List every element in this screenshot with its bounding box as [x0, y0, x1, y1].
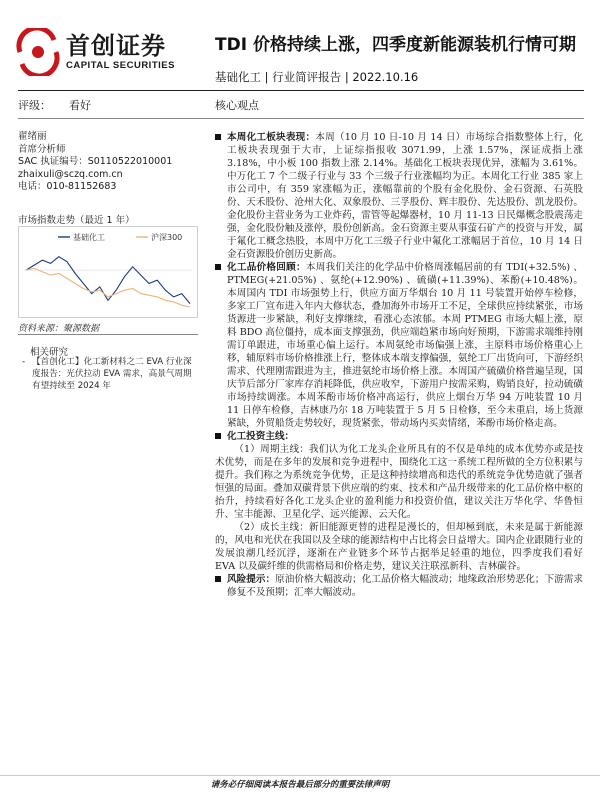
bullet-sector-performance — [215, 131, 583, 261]
bullet-heading: 化工投资主线： — [227, 431, 295, 442]
brand-name-en: CAPITAL SECURITIES — [66, 60, 175, 71]
bullet-heading: 本周化工板块表现： — [227, 132, 316, 143]
theme-cycle-paragraph: （1）周期主线：我们认为化工龙头企业所具有的不仅是单纯的成本优势亦或是技术优势，而是在多年的发展和竞争进程中，围绕化工这一系统工程所做的全方位积累与提升。我们称之为系统竞争优势，正是这种持续增高和迭代的系统竞争优势造就了强者恒强的局面。叠加双碳背景下供应端的约束、技术和产品升级带来的化工品价格中枢的抬升，持续看好各化工龙头企业的盈利能力和投资价值，建议关注万华化学、华鲁恒升、宝丰能源、卫星化学、远兴能源、云天化。 — [215, 444, 583, 520]
bullet-risk-warning — [215, 573, 583, 599]
analyst-email[interactable]: zhaixuli@sczq.com.cn — [18, 168, 123, 180]
analyst-phone: 电话：010-81152683 — [18, 181, 117, 193]
legend-label-1: 沪深300 — [151, 233, 183, 242]
bullet-text: 原油价格大幅波动；化工品价格大幅波动；地缘政治形势恶化；下游需求修复不及预期；汇率大幅波动。 — [227, 574, 584, 598]
bullet-heading: 风险提示： — [227, 574, 276, 585]
bullet-investment-themes — [215, 430, 583, 443]
related-research-item[interactable] — [22, 356, 200, 392]
legend-label-0: 基础化工 — [73, 233, 105, 242]
chart-source: 资料来源：聚源数据 — [18, 324, 100, 334]
capital-securities-logo-icon — [14, 28, 62, 76]
bullet-square-icon — [215, 433, 221, 439]
list-dash: - — [22, 357, 26, 367]
left-divider — [18, 334, 198, 335]
bullet-square-icon — [215, 576, 221, 582]
bullet-square-icon — [215, 134, 221, 140]
analyst-license: SAC 执证编号：S0110522010001 — [18, 156, 173, 168]
rating-label: 评级： — [18, 99, 51, 112]
related-research-title: 相关研究 — [30, 347, 69, 358]
related-research-text: 【首创化工】化工新材料之二 EVA 行业深度报告：光伏拉动 EVA 需求，高景气周期有望持续至 2024 年 — [32, 357, 192, 391]
analyst-role: 首席分析师 — [18, 143, 66, 155]
bullet-heading: 化工品价格回顾： — [227, 262, 306, 273]
section-divider — [18, 118, 584, 119]
bullet-price-review — [215, 261, 583, 430]
market-index-chart — [18, 226, 198, 318]
report-title: TDI 价格持续上涨，四季度新能源装机行情可期 — [215, 35, 576, 55]
chart-title: 市场指数走势（最近 1 年） — [18, 215, 135, 226]
theme-growth-paragraph: （2）成长主线：新旧能源更替的进程是漫长的，但却極到底，未来是属于新能源的，风电和光伏在我国以及全球的能源结构中占比将会日益增大。国内企业跟随行业的发展浪潮几经沉浮，逐渐在产业链多个环节占据举足轻重的地位，四季度我们看好 EVA 以及碳纤维的供需格局和价格走势，建议关注联泓新科、吉林碳谷。 — [215, 522, 583, 572]
analyst-info — [18, 131, 198, 194]
core-view-content — [215, 131, 583, 599]
legal-disclaimer: 请务必仔细阅读本报告最后部分的重要法律声明 — [210, 780, 390, 790]
bullet-square-icon — [215, 264, 221, 270]
footer-divider — [0, 775, 600, 776]
core-view-heading: 核心观点 — [215, 99, 259, 112]
company-logo — [14, 26, 199, 82]
header-divider — [18, 90, 584, 91]
rating-value: 看好 — [69, 99, 91, 112]
rating — [18, 97, 91, 113]
bullet-text: 本周（10 月 10 日-10 月 14 日）市场综合指数整体上行，化工板块表现强于大市，上证综指报收 3071.99，上涨 1.57%，深证成指上涨 3.18%，中小板 100 指数上涨 2.14%。基础化工板块表现优异，涨幅为 3.61%。中万化工 7 个二级子行业与 33 个三级子行业涨幅均为正。本周化工行业 385 家上市公司中，有 359 家涨幅为正，涨幅靠前的个股有金化股份、金石资源、石英股份、天禾股份、沧州大化、双象股份、三孚股份、辉丰股份、先达股份、凯龙股份。金化股份主营业务为工业炸药，雷管等起爆器材，10 月 11-13 日民爆概念股震荡走强，金化股份触及涨停，股份创新高。金石资源主要从事萤石矿产的投资与开发，属于氟化工概念热股，本周中万化工三级子行业中氟化工涨幅居于首位，10 月 14 日金石资源股价创历史新高。 — [227, 132, 584, 260]
related-research-list — [22, 356, 200, 392]
report-meta: 基础化工 | 行业简评报告 | 2022.10.16 — [215, 70, 419, 84]
brand-name-cn: 首创证券 — [66, 32, 166, 60]
analyst-name: 翟绪丽 — [18, 131, 47, 142]
bullet-text: 本周我们关注的化学品中价格周涨幅居前的有 TDI(+32.5%) 、PTMEG(+21.05%) 、氨纶(+12.90%) 、硫磺(+11.39%)、苯酚(+10.48%)。本周国内 TDI 市场强势上行，供应方面万华烟台 10 月 11 号装置开始停车检修，多家工厂宣布进入年内大修状态，叠加海外市场开工不足，全球供应持续紧张，市场货源进一步紧缺，利好支撑继续，看涨心态浓郁。本周 PTMEG 市场大幅上涨，原料 BDO 高位僵持，成本面支撑强劲，供应端趋紧市场向好预期，下游需求端维持刚需订单跟进，市场重心偏上运行。本周氨纶市场偏强上涨，主原料市场价格重心上移，辅原料市场价格推涨上行，整体成本端支撑偏强，氨纶工厂出货向可，下游经织需求、代理刚需跟进为主，推进氨纶市场价格上涨。本周国产硫磺价格普遍呈现，国庆节后部分厂家库存消耗降低，供应收窄，下游用户按需采购，购销良好，拉动硫磺市场持续调涨。本周苯酚市场价格冲高运行，供应上烟台万华 94 万吨装置 10 月 11 日停车检修，吉林康乃尔 18 万吨装置于 5 月 5 日检修，至今未重启，场上货源紧缺，外贸船货走势较好，现货紧张，带动场内买卖情绪，苯酚市场价格走高。 — [227, 262, 584, 429]
